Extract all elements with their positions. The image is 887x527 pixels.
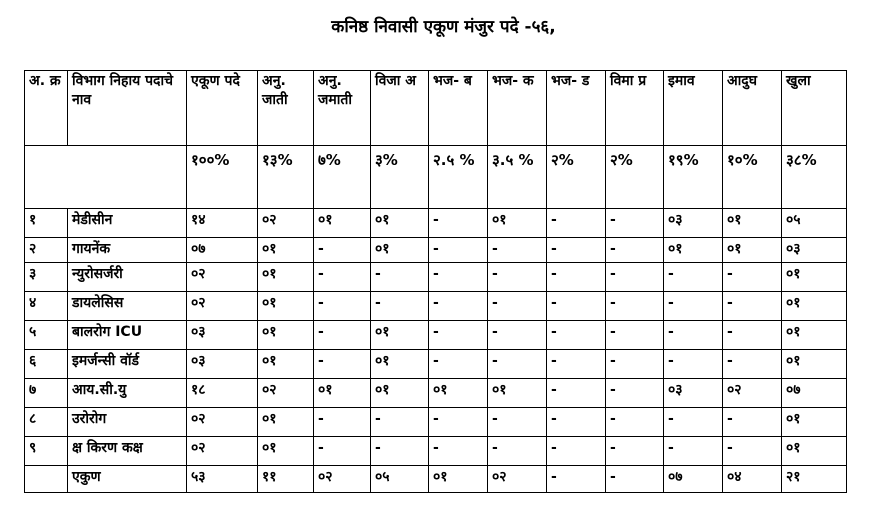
table-row xyxy=(25,321,847,350)
header-open: खुला xyxy=(782,71,847,146)
totals-label: एकुण xyxy=(68,466,187,493)
cell-obc: - xyxy=(664,263,723,292)
reservation-table xyxy=(24,70,847,493)
cell-st: - xyxy=(314,408,371,437)
totals-ntd: - xyxy=(547,466,606,493)
header-total: एकूण पदे xyxy=(187,71,258,146)
cell-dept: डायलेसिस xyxy=(68,292,187,321)
cell-st: - xyxy=(314,263,371,292)
cell-ntd: - xyxy=(547,209,606,238)
cell-ntc: - xyxy=(488,292,547,321)
cell-ews: ०२ xyxy=(723,379,782,408)
cell-sr: ५ xyxy=(25,321,68,350)
header-row xyxy=(25,71,847,146)
cell-vja: - xyxy=(371,292,429,321)
cell-total: १४ xyxy=(187,209,258,238)
cell-sc: ०२ xyxy=(258,209,314,238)
cell-open: ०१ xyxy=(782,437,847,466)
cell-ntd: - xyxy=(547,321,606,350)
cell-sbc: - xyxy=(606,321,664,350)
cell-vja: - xyxy=(371,437,429,466)
cell-ntd: - xyxy=(547,408,606,437)
cell-ews: - xyxy=(723,263,782,292)
cell-obc: - xyxy=(664,292,723,321)
cell-total: ०३ xyxy=(187,350,258,379)
pct-obc: १९% xyxy=(664,146,723,209)
cell-dept: आय.सी.यु xyxy=(68,379,187,408)
cell-sc: ०१ xyxy=(258,437,314,466)
cell-ntc: - xyxy=(488,238,547,263)
cell-ntc: - xyxy=(488,408,547,437)
table-row xyxy=(25,408,847,437)
cell-vja: ०१ xyxy=(371,238,429,263)
cell-sbc: - xyxy=(606,238,664,263)
cell-vja: ०१ xyxy=(371,350,429,379)
header-vja: विजा अ xyxy=(371,71,429,146)
pct-total: १००% xyxy=(187,146,258,209)
cell-ntb: - xyxy=(429,292,488,321)
cell-total: ०२ xyxy=(187,408,258,437)
cell-open: ०१ xyxy=(782,263,847,292)
totals-sr-cell xyxy=(25,466,68,493)
cell-sc: ०१ xyxy=(258,238,314,263)
header-dept: विभाग निहाय पदाचे नाव xyxy=(68,71,187,146)
cell-vja: ०१ xyxy=(371,209,429,238)
totals-ntc: ०२ xyxy=(488,466,547,493)
cell-vja: ०१ xyxy=(371,379,429,408)
cell-ntc: - xyxy=(488,350,547,379)
cell-open: ०७ xyxy=(782,379,847,408)
cell-sc: ०१ xyxy=(258,263,314,292)
cell-sc: ०१ xyxy=(258,408,314,437)
cell-ntd: - xyxy=(547,292,606,321)
pct-ntc: ३.५ % xyxy=(488,146,547,209)
cell-dept: मेडीसीन xyxy=(68,209,187,238)
cell-sr: ९ xyxy=(25,437,68,466)
cell-sr: ८ xyxy=(25,408,68,437)
totals-obc: ०७ xyxy=(664,466,723,493)
cell-total: ०७ xyxy=(187,238,258,263)
cell-ews: - xyxy=(723,321,782,350)
cell-ntb: - xyxy=(429,408,488,437)
cell-sr: २ xyxy=(25,238,68,263)
cell-dept: न्युरोसर्जरी xyxy=(68,263,187,292)
totals-total: ५३ xyxy=(187,466,258,493)
cell-sr: १ xyxy=(25,209,68,238)
pct-vja: ३% xyxy=(371,146,429,209)
cell-dept: गायनेंक xyxy=(68,238,187,263)
cell-total: १८ xyxy=(187,379,258,408)
cell-st: ०१ xyxy=(314,209,371,238)
cell-obc: ०३ xyxy=(664,379,723,408)
cell-dept: उरोरोग xyxy=(68,408,187,437)
cell-sbc: - xyxy=(606,408,664,437)
page-title: कनिष्ठ निवासी एकूण मंजुर पदे -५६, xyxy=(331,17,556,37)
table-row xyxy=(25,379,847,408)
cell-st: - xyxy=(314,350,371,379)
pct-st: ७% xyxy=(314,146,371,209)
table-row xyxy=(25,263,847,292)
cell-ntb: - xyxy=(429,238,488,263)
header-sbc: विमा प्र xyxy=(606,71,664,146)
cell-obc: - xyxy=(664,437,723,466)
cell-open: ०३ xyxy=(782,238,847,263)
percentage-label-cell xyxy=(25,146,187,209)
cell-sr: ६ xyxy=(25,350,68,379)
cell-sbc: - xyxy=(606,292,664,321)
cell-st: ०१ xyxy=(314,379,371,408)
cell-open: ०१ xyxy=(782,350,847,379)
cell-total: ०२ xyxy=(187,292,258,321)
cell-sbc: - xyxy=(606,263,664,292)
cell-ntd: - xyxy=(547,263,606,292)
totals-sc: ११ xyxy=(258,466,314,493)
cell-open: ०१ xyxy=(782,321,847,350)
header-sr: अ. क्र xyxy=(25,71,68,146)
header-sc: अनु. जाती xyxy=(258,71,314,146)
cell-ntb: - xyxy=(429,437,488,466)
table-row xyxy=(25,238,847,263)
totals-row xyxy=(25,466,847,493)
cell-ews: ०१ xyxy=(723,209,782,238)
header-obc: इमाव xyxy=(664,71,723,146)
cell-st: - xyxy=(314,437,371,466)
totals-st: ०२ xyxy=(314,466,371,493)
header-ews: आदुघ xyxy=(723,71,782,146)
cell-sbc: - xyxy=(606,350,664,379)
cell-vja: - xyxy=(371,408,429,437)
cell-ntd: - xyxy=(547,238,606,263)
table-row xyxy=(25,292,847,321)
cell-ntc: - xyxy=(488,263,547,292)
cell-dept: क्ष किरण कक्ष xyxy=(68,437,187,466)
cell-ews: - xyxy=(723,292,782,321)
cell-ntb: ०१ xyxy=(429,379,488,408)
totals-vja: ०५ xyxy=(371,466,429,493)
cell-st: - xyxy=(314,292,371,321)
cell-ntd: - xyxy=(547,437,606,466)
cell-sc: ०१ xyxy=(258,292,314,321)
percentage-row xyxy=(25,146,847,209)
cell-ntb: - xyxy=(429,321,488,350)
cell-open: ०५ xyxy=(782,209,847,238)
cell-sc: ०२ xyxy=(258,379,314,408)
cell-ntc: - xyxy=(488,321,547,350)
cell-obc: ०१ xyxy=(664,238,723,263)
cell-ntb: - xyxy=(429,263,488,292)
pct-ntd: २% xyxy=(547,146,606,209)
table-row xyxy=(25,350,847,379)
cell-sr: ३ xyxy=(25,263,68,292)
header-ntc: भज- क xyxy=(488,71,547,146)
cell-ntb: - xyxy=(429,350,488,379)
cell-total: ०३ xyxy=(187,321,258,350)
cell-ntd: - xyxy=(547,379,606,408)
cell-dept: बालरोग ICU xyxy=(68,321,187,350)
pct-ntb: २.५ % xyxy=(429,146,488,209)
totals-open: २१ xyxy=(782,466,847,493)
cell-ews: ०१ xyxy=(723,238,782,263)
cell-st: - xyxy=(314,238,371,263)
totals-ntb: ०१ xyxy=(429,466,488,493)
header-st: अनु. जमाती xyxy=(314,71,371,146)
cell-ntc: ०१ xyxy=(488,209,547,238)
cell-obc: ०३ xyxy=(664,209,723,238)
cell-open: ०१ xyxy=(782,292,847,321)
pct-open: ३८% xyxy=(782,146,847,209)
cell-obc: - xyxy=(664,321,723,350)
table-row xyxy=(25,209,847,238)
totals-sbc: - xyxy=(606,466,664,493)
cell-sbc: - xyxy=(606,379,664,408)
cell-sr: ४ xyxy=(25,292,68,321)
header-ntd: भज- ड xyxy=(547,71,606,146)
cell-total: ०२ xyxy=(187,437,258,466)
cell-vja: ०१ xyxy=(371,321,429,350)
cell-st: - xyxy=(314,321,371,350)
cell-ews: - xyxy=(723,350,782,379)
cell-sbc: - xyxy=(606,209,664,238)
cell-sc: ०१ xyxy=(258,350,314,379)
cell-obc: - xyxy=(664,350,723,379)
totals-ews: ०४ xyxy=(723,466,782,493)
header-ntb: भज- ब xyxy=(429,71,488,146)
cell-dept: इमर्जन्सी वॉर्ड xyxy=(68,350,187,379)
cell-vja: - xyxy=(371,263,429,292)
cell-sr: ७ xyxy=(25,379,68,408)
cell-open: ०१ xyxy=(782,408,847,437)
cell-total: ०२ xyxy=(187,263,258,292)
cell-ews: - xyxy=(723,437,782,466)
pct-ews: १०% xyxy=(723,146,782,209)
cell-ntc: - xyxy=(488,437,547,466)
cell-ntb: - xyxy=(429,209,488,238)
cell-sbc: - xyxy=(606,437,664,466)
cell-ntd: - xyxy=(547,350,606,379)
cell-sc: ०१ xyxy=(258,321,314,350)
pct-sbc: २% xyxy=(606,146,664,209)
cell-ntc: ०१ xyxy=(488,379,547,408)
cell-ews: - xyxy=(723,408,782,437)
table-row xyxy=(25,437,847,466)
pct-sc: १३% xyxy=(258,146,314,209)
cell-obc: - xyxy=(664,408,723,437)
